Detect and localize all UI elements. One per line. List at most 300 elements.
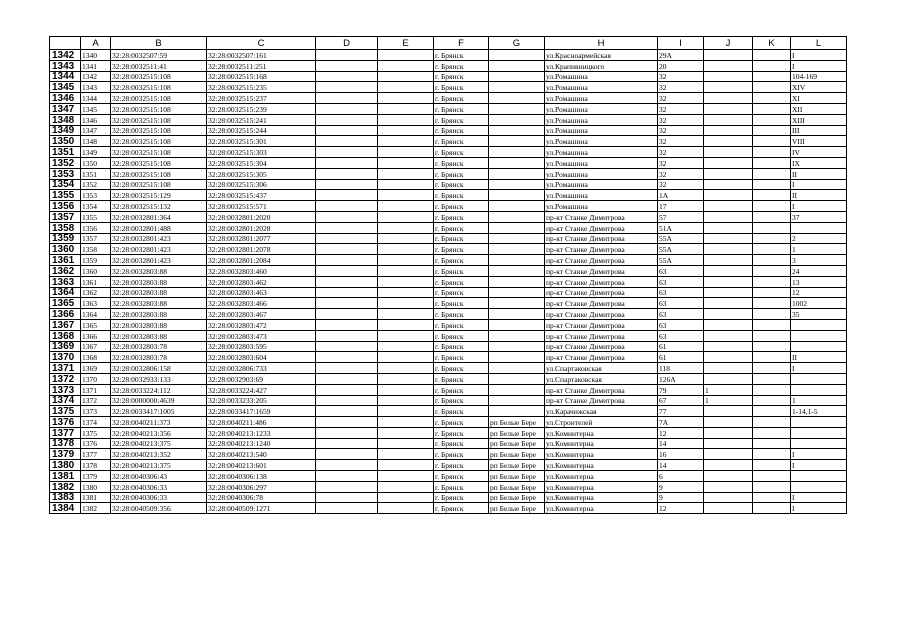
cell-b[interactable]: 32:28:0032515:108 <box>111 114 207 125</box>
cell-b[interactable]: 32:28:0032803:88 <box>111 265 207 276</box>
cell-f[interactable]: г. Брянск <box>434 93 489 104</box>
cell-i[interactable]: 32 <box>658 168 704 179</box>
cell-k[interactable] <box>753 481 791 492</box>
cell-b[interactable]: 32:28:0032801:423 <box>111 255 207 266</box>
cell-f[interactable]: г. Брянск <box>434 255 489 266</box>
cell-h[interactable]: ул.Спартаковская <box>545 373 658 384</box>
cell-f[interactable]: г. Брянск <box>434 309 489 320</box>
cell-k[interactable] <box>753 255 791 266</box>
cell-l[interactable]: 13 <box>791 276 847 287</box>
row-header[interactable]: 1374 <box>50 395 81 406</box>
row-header[interactable]: 1377 <box>50 427 81 438</box>
cell-f[interactable]: г. Брянск <box>434 233 489 244</box>
cell-e[interactable] <box>378 60 434 71</box>
cell-k[interactable] <box>753 114 791 125</box>
column-header-c[interactable]: C <box>207 37 316 50</box>
row-header[interactable]: 1362 <box>50 265 81 276</box>
cell-i[interactable]: 61 <box>658 352 704 363</box>
cell-h[interactable]: пр-кт Станке Димитрова <box>545 287 658 298</box>
cell-k[interactable] <box>753 395 791 406</box>
row-header[interactable]: 1365 <box>50 298 81 309</box>
cell-j[interactable] <box>704 427 753 438</box>
cell-j[interactable] <box>704 244 753 255</box>
cell-d[interactable] <box>316 222 378 233</box>
cell-l[interactable]: XI <box>791 93 847 104</box>
row-header[interactable]: 1382 <box>50 481 81 492</box>
cell-i[interactable]: 77 <box>658 406 704 417</box>
row-header[interactable]: 1361 <box>50 255 81 266</box>
cell-d[interactable] <box>316 50 378 61</box>
cell-i[interactable]: 63 <box>658 276 704 287</box>
cell-d[interactable] <box>316 363 378 374</box>
cell-d[interactable] <box>316 244 378 255</box>
cell-i[interactable]: 63 <box>658 330 704 341</box>
cell-c[interactable]: 32:28:0032515:241 <box>207 114 316 125</box>
cell-b[interactable]: 32:28:0040213:375 <box>111 460 207 471</box>
cell-d[interactable] <box>316 60 378 71</box>
cell-d[interactable] <box>316 471 378 482</box>
column-header-e[interactable]: E <box>378 37 434 50</box>
cell-i[interactable]: 9 <box>658 492 704 503</box>
cell-g[interactable]: рп Белые Бере <box>489 417 545 428</box>
cell-a[interactable]: 1370 <box>81 373 111 384</box>
column-header-f[interactable]: F <box>434 37 489 50</box>
cell-j[interactable] <box>704 222 753 233</box>
cell-e[interactable] <box>378 460 434 471</box>
cell-l[interactable]: 1 <box>791 244 847 255</box>
cell-e[interactable] <box>378 255 434 266</box>
cell-j[interactable] <box>704 147 753 158</box>
cell-b[interactable]: 32:28:0040213:352 <box>111 449 207 460</box>
cell-c[interactable]: 32:28:0032515:301 <box>207 136 316 147</box>
cell-b[interactable]: 32:28:0032801:423 <box>111 233 207 244</box>
cell-h[interactable]: пр-кт Станке Димитрова <box>545 244 658 255</box>
cell-f[interactable]: г. Брянск <box>434 319 489 330</box>
cell-j[interactable] <box>704 319 753 330</box>
cell-c[interactable]: 32:28:0040509:1271 <box>207 503 316 514</box>
cell-d[interactable] <box>316 190 378 201</box>
cell-f[interactable]: г. Брянск <box>434 341 489 352</box>
cell-h[interactable]: ул.Ромашина <box>545 136 658 147</box>
cell-f[interactable]: г. Брянск <box>434 427 489 438</box>
cell-k[interactable] <box>753 103 791 114</box>
cell-j[interactable] <box>704 114 753 125</box>
cell-l[interactable]: 1 <box>791 395 847 406</box>
cell-i[interactable]: 67 <box>658 395 704 406</box>
cell-j[interactable] <box>704 309 753 320</box>
cell-k[interactable] <box>753 50 791 61</box>
cell-c[interactable]: 32:28:0032507:161 <box>207 50 316 61</box>
cell-a[interactable]: 1346 <box>81 114 111 125</box>
cell-j[interactable] <box>704 298 753 309</box>
cell-b[interactable]: 32:28:0032515:108 <box>111 136 207 147</box>
cell-c[interactable]: 32:28:0032803:460 <box>207 265 316 276</box>
cell-c[interactable]: 32:28:0032803:467 <box>207 309 316 320</box>
cell-l[interactable]: 104-169 <box>791 71 847 82</box>
cell-f[interactable]: г. Брянск <box>434 157 489 168</box>
cell-j[interactable] <box>704 481 753 492</box>
cell-c[interactable]: 32:28:0032515:304 <box>207 157 316 168</box>
cell-l[interactable] <box>791 222 847 233</box>
cell-a[interactable]: 1351 <box>81 168 111 179</box>
cell-g[interactable] <box>489 179 545 190</box>
cell-j[interactable] <box>704 460 753 471</box>
cell-k[interactable] <box>753 201 791 212</box>
cell-k[interactable] <box>753 384 791 395</box>
cell-g[interactable] <box>489 201 545 212</box>
cell-k[interactable] <box>753 93 791 104</box>
cell-b[interactable]: 32:28:0032515:108 <box>111 179 207 190</box>
cell-l[interactable] <box>791 417 847 428</box>
row-header[interactable]: 1342 <box>50 50 81 61</box>
cell-f[interactable]: г. Брянск <box>434 406 489 417</box>
cell-d[interactable] <box>316 341 378 352</box>
row-header[interactable]: 1356 <box>50 201 81 212</box>
cell-g[interactable] <box>489 103 545 114</box>
cell-h[interactable]: пр-кт Станке Димитрова <box>545 319 658 330</box>
cell-l[interactable]: I <box>791 179 847 190</box>
row-header[interactable]: 1352 <box>50 157 81 168</box>
cell-d[interactable] <box>316 309 378 320</box>
cell-b[interactable]: 32:28:0032933:133 <box>111 373 207 384</box>
cell-i[interactable]: 14 <box>658 460 704 471</box>
cell-a[interactable]: 1343 <box>81 82 111 93</box>
cell-j[interactable] <box>704 417 753 428</box>
cell-h[interactable]: ул.Карачижская <box>545 406 658 417</box>
cell-g[interactable] <box>489 244 545 255</box>
cell-g[interactable] <box>489 406 545 417</box>
cell-b[interactable]: 32:28:0040213:356 <box>111 427 207 438</box>
cell-a[interactable]: 1341 <box>81 60 111 71</box>
cell-a[interactable]: 1364 <box>81 309 111 320</box>
row-header[interactable]: 1349 <box>50 125 81 136</box>
cell-c[interactable]: 32:28:0032515:244 <box>207 125 316 136</box>
cell-d[interactable] <box>316 168 378 179</box>
cell-d[interactable] <box>316 449 378 460</box>
cell-j[interactable] <box>704 255 753 266</box>
cell-e[interactable] <box>378 287 434 298</box>
cell-i[interactable]: 61 <box>658 341 704 352</box>
cell-g[interactable] <box>489 287 545 298</box>
cell-e[interactable] <box>378 103 434 114</box>
cell-f[interactable]: г. Брянск <box>434 352 489 363</box>
cell-j[interactable] <box>704 103 753 114</box>
cell-h[interactable]: ул.Коминтерна <box>545 503 658 514</box>
cell-j[interactable] <box>704 211 753 222</box>
cell-h[interactable]: пр-кт Станке Димитрова <box>545 341 658 352</box>
cell-l[interactable]: II <box>791 168 847 179</box>
cell-g[interactable] <box>489 71 545 82</box>
cell-e[interactable] <box>378 276 434 287</box>
cell-h[interactable]: ул.Крапивницкого <box>545 60 658 71</box>
cell-b[interactable]: 32:28:0032515:108 <box>111 71 207 82</box>
cell-f[interactable]: г. Брянск <box>434 265 489 276</box>
cell-l[interactable]: VIII <box>791 136 847 147</box>
cell-e[interactable] <box>378 449 434 460</box>
cell-d[interactable] <box>316 330 378 341</box>
row-header[interactable]: 1366 <box>50 309 81 320</box>
cell-f[interactable]: г. Брянск <box>434 168 489 179</box>
cell-c[interactable]: 32:28:0032806:733 <box>207 363 316 374</box>
cell-b[interactable]: 32:28:0032801:364 <box>111 211 207 222</box>
cell-l[interactable]: I <box>791 363 847 374</box>
cell-g[interactable]: рп Белые Бере <box>489 427 545 438</box>
cell-g[interactable] <box>489 125 545 136</box>
cell-f[interactable]: г. Брянск <box>434 71 489 82</box>
cell-h[interactable]: пр-кт Станке Димитрова <box>545 211 658 222</box>
cell-a[interactable]: 1361 <box>81 276 111 287</box>
column-header-h[interactable]: H <box>545 37 658 50</box>
cell-k[interactable] <box>753 265 791 276</box>
cell-i[interactable]: 55А <box>658 244 704 255</box>
column-header-b[interactable]: B <box>111 37 207 50</box>
cell-e[interactable] <box>378 427 434 438</box>
cell-d[interactable] <box>316 125 378 136</box>
cell-h[interactable]: ул.Ромашина <box>545 103 658 114</box>
cell-c[interactable]: 32:28:0032511:251 <box>207 60 316 71</box>
cell-e[interactable] <box>378 211 434 222</box>
cell-d[interactable] <box>316 438 378 449</box>
cell-c[interactable]: 32:28:0032803:595 <box>207 341 316 352</box>
cell-j[interactable] <box>704 287 753 298</box>
cell-k[interactable] <box>753 330 791 341</box>
cell-i[interactable]: 12 <box>658 427 704 438</box>
cell-i[interactable]: 57 <box>658 211 704 222</box>
cell-c[interactable]: 32:28:0032515:237 <box>207 93 316 104</box>
cell-a[interactable]: 1369 <box>81 363 111 374</box>
cell-j[interactable]: 1 <box>704 384 753 395</box>
cell-j[interactable] <box>704 82 753 93</box>
cell-a[interactable]: 1340 <box>81 50 111 61</box>
cell-k[interactable] <box>753 82 791 93</box>
cell-g[interactable]: рп Белые Бере <box>489 449 545 460</box>
cell-d[interactable] <box>316 82 378 93</box>
cell-a[interactable]: 1344 <box>81 93 111 104</box>
cell-h[interactable]: пр-кт Станке Димитрова <box>545 222 658 233</box>
cell-i[interactable]: 32 <box>658 125 704 136</box>
cell-i[interactable]: 1А <box>658 190 704 201</box>
column-header-j[interactable]: J <box>704 37 753 50</box>
cell-k[interactable] <box>753 438 791 449</box>
cell-d[interactable] <box>316 460 378 471</box>
cell-g[interactable] <box>489 147 545 158</box>
cell-b[interactable]: 32:28:0032803:88 <box>111 287 207 298</box>
cell-a[interactable]: 1347 <box>81 125 111 136</box>
cell-d[interactable] <box>316 319 378 330</box>
cell-g[interactable] <box>489 211 545 222</box>
cell-j[interactable] <box>704 71 753 82</box>
cell-i[interactable]: 17 <box>658 201 704 212</box>
cell-h[interactable]: ул.Ромашина <box>545 201 658 212</box>
cell-k[interactable] <box>753 417 791 428</box>
cell-k[interactable] <box>753 471 791 482</box>
cell-g[interactable] <box>489 298 545 309</box>
cell-c[interactable]: 32:28:0032515:437 <box>207 190 316 201</box>
row-header[interactable]: 1359 <box>50 233 81 244</box>
cell-a[interactable]: 1371 <box>81 384 111 395</box>
cell-e[interactable] <box>378 309 434 320</box>
cell-d[interactable] <box>316 93 378 104</box>
cell-c[interactable]: 32:28:0040213:1233 <box>207 427 316 438</box>
cell-k[interactable] <box>753 60 791 71</box>
cell-e[interactable] <box>378 438 434 449</box>
cell-l[interactable]: 3 <box>791 255 847 266</box>
cell-b[interactable]: 32:28:0032803:88 <box>111 319 207 330</box>
cell-a[interactable]: 1368 <box>81 352 111 363</box>
cell-g[interactable] <box>489 395 545 406</box>
cell-g[interactable] <box>489 82 545 93</box>
cell-l[interactable] <box>791 341 847 352</box>
cell-f[interactable]: г. Брянск <box>434 503 489 514</box>
cell-b[interactable]: 32:28:0032511:41 <box>111 60 207 71</box>
cell-c[interactable]: 32:28:0032803:463 <box>207 287 316 298</box>
cell-d[interactable] <box>316 255 378 266</box>
row-header[interactable]: 1344 <box>50 71 81 82</box>
cell-h[interactable]: ул.Коминтерна <box>545 471 658 482</box>
cell-d[interactable] <box>316 427 378 438</box>
cell-g[interactable] <box>489 50 545 61</box>
cell-k[interactable] <box>753 460 791 471</box>
cell-k[interactable] <box>753 157 791 168</box>
cell-l[interactable] <box>791 373 847 384</box>
cell-f[interactable]: г. Брянск <box>434 190 489 201</box>
row-header[interactable]: 1381 <box>50 471 81 482</box>
column-header-l[interactable]: L <box>791 37 847 50</box>
column-header-g[interactable]: G <box>489 37 545 50</box>
cell-c[interactable]: 32:28:0032803:604 <box>207 352 316 363</box>
cell-i[interactable]: 55А <box>658 233 704 244</box>
row-header[interactable]: 1355 <box>50 190 81 201</box>
cell-a[interactable]: 1382 <box>81 503 111 514</box>
cell-j[interactable] <box>704 201 753 212</box>
cell-e[interactable] <box>378 50 434 61</box>
cell-c[interactable]: 32:28:0040306:138 <box>207 471 316 482</box>
cell-h[interactable]: ул.Коминтерна <box>545 449 658 460</box>
cell-e[interactable] <box>378 168 434 179</box>
cell-c[interactable]: 32:28:0033233:205 <box>207 395 316 406</box>
row-header[interactable]: 1383 <box>50 492 81 503</box>
cell-l[interactable] <box>791 319 847 330</box>
cell-c[interactable]: 32:28:0040213:540 <box>207 449 316 460</box>
cell-g[interactable] <box>489 136 545 147</box>
cell-c[interactable]: 32:28:0032903:69 <box>207 373 316 384</box>
cell-i[interactable]: 63 <box>658 319 704 330</box>
cell-a[interactable]: 1360 <box>81 265 111 276</box>
column-header-d[interactable]: D <box>316 37 378 50</box>
cell-f[interactable]: г. Брянск <box>434 384 489 395</box>
row-header[interactable]: 1367 <box>50 319 81 330</box>
cell-a[interactable]: 1353 <box>81 190 111 201</box>
cell-j[interactable] <box>704 125 753 136</box>
cell-a[interactable]: 1379 <box>81 471 111 482</box>
cell-d[interactable] <box>316 481 378 492</box>
cell-h[interactable]: ул.Коминтерна <box>545 427 658 438</box>
cell-f[interactable]: г. Брянск <box>434 50 489 61</box>
cell-e[interactable] <box>378 93 434 104</box>
cell-h[interactable]: ул.Ромашина <box>545 71 658 82</box>
cell-a[interactable]: 1355 <box>81 211 111 222</box>
cell-b[interactable]: 32:28:0040509:356 <box>111 503 207 514</box>
cell-k[interactable] <box>753 233 791 244</box>
cell-e[interactable] <box>378 298 434 309</box>
cell-f[interactable]: г. Брянск <box>434 438 489 449</box>
cell-b[interactable]: 32:28:0032515:108 <box>111 157 207 168</box>
cell-h[interactable]: пр-кт Станке Димитрова <box>545 265 658 276</box>
cell-b[interactable]: 32:28:0032803:78 <box>111 341 207 352</box>
cell-l[interactable]: XIV <box>791 82 847 93</box>
cell-l[interactable]: 24 <box>791 265 847 276</box>
cell-b[interactable]: 32:28:0033224:112 <box>111 384 207 395</box>
cell-c[interactable]: 32:28:0032803:473 <box>207 330 316 341</box>
cell-i[interactable]: 63 <box>658 298 704 309</box>
row-header[interactable]: 1364 <box>50 287 81 298</box>
cell-d[interactable] <box>316 233 378 244</box>
cell-j[interactable] <box>704 330 753 341</box>
cell-k[interactable] <box>753 211 791 222</box>
cell-b[interactable]: 32:28:0040306:43 <box>111 471 207 482</box>
cell-g[interactable] <box>489 93 545 104</box>
cell-b[interactable]: 32:28:0032801:423 <box>111 244 207 255</box>
cell-h[interactable]: ул.Коминтерна <box>545 460 658 471</box>
cell-j[interactable] <box>704 406 753 417</box>
cell-k[interactable] <box>753 222 791 233</box>
cell-g[interactable] <box>489 60 545 71</box>
cell-e[interactable] <box>378 125 434 136</box>
cell-f[interactable]: г. Брянск <box>434 276 489 287</box>
cell-b[interactable]: 32:28:0032515:132 <box>111 201 207 212</box>
cell-a[interactable]: 1381 <box>81 492 111 503</box>
cell-a[interactable]: 1376 <box>81 438 111 449</box>
cell-f[interactable]: г. Брянск <box>434 417 489 428</box>
cell-g[interactable]: рп Белые Бере <box>489 503 545 514</box>
cell-k[interactable] <box>753 136 791 147</box>
cell-i[interactable]: 12 <box>658 503 704 514</box>
cell-i[interactable]: 32 <box>658 179 704 190</box>
cell-d[interactable] <box>316 114 378 125</box>
cell-h[interactable]: пр-кт Станке Димитрова <box>545 276 658 287</box>
cell-a[interactable]: 1348 <box>81 136 111 147</box>
row-header[interactable]: 1363 <box>50 276 81 287</box>
cell-g[interactable] <box>489 265 545 276</box>
cell-e[interactable] <box>378 71 434 82</box>
cell-g[interactable] <box>489 114 545 125</box>
cell-a[interactable]: 1349 <box>81 147 111 158</box>
cell-f[interactable]: г. Брянск <box>434 460 489 471</box>
row-header[interactable]: 1372 <box>50 373 81 384</box>
cell-g[interactable]: рп Белые Бере <box>489 471 545 482</box>
cell-d[interactable] <box>316 503 378 514</box>
cell-f[interactable]: г. Брянск <box>434 481 489 492</box>
row-header[interactable]: 1354 <box>50 179 81 190</box>
cell-g[interactable] <box>489 190 545 201</box>
cell-k[interactable] <box>753 341 791 352</box>
cell-j[interactable] <box>704 93 753 104</box>
cell-l[interactable]: I <box>791 503 847 514</box>
cell-f[interactable]: г. Брянск <box>434 103 489 114</box>
cell-c[interactable]: 32:28:0032801:2077 <box>207 233 316 244</box>
cell-g[interactable] <box>489 373 545 384</box>
cell-h[interactable]: ул.Ромашина <box>545 93 658 104</box>
cell-c[interactable]: 32:28:0040306:297 <box>207 481 316 492</box>
cell-j[interactable] <box>704 190 753 201</box>
cell-h[interactable]: пр-кт Станке Димитрова <box>545 298 658 309</box>
cell-a[interactable]: 1362 <box>81 287 111 298</box>
cell-g[interactable] <box>489 352 545 363</box>
row-header[interactable]: 1376 <box>50 417 81 428</box>
cell-a[interactable]: 1374 <box>81 417 111 428</box>
cell-d[interactable] <box>316 211 378 222</box>
cell-j[interactable]: 1 <box>704 395 753 406</box>
